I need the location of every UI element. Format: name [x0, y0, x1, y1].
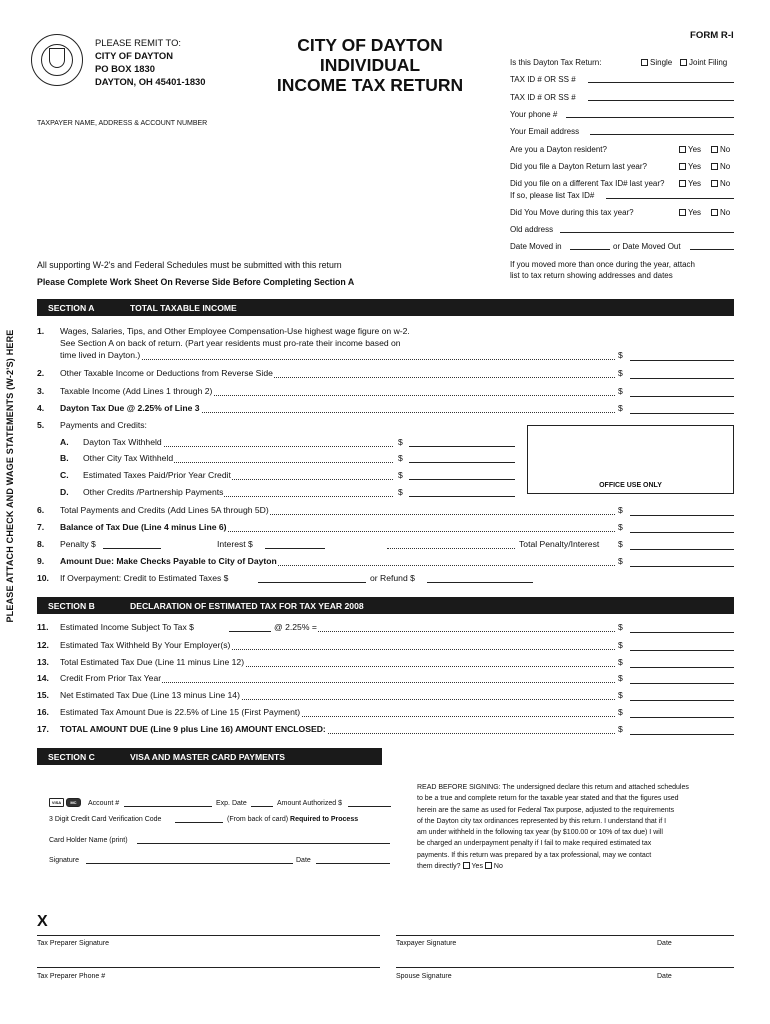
line-3: 3. Taxable Income (Add Lines 1 through 2) $	[37, 386, 734, 400]
cvc-note: (From back of card) Required to Process	[227, 816, 359, 823]
refund-field[interactable]	[427, 582, 533, 583]
moved-yes[interactable]: Yes	[679, 208, 701, 217]
line-11-amount[interactable]	[630, 632, 734, 633]
line-4-amount[interactable]	[630, 413, 734, 414]
joint-option[interactable]: Joint Filing	[680, 58, 727, 67]
cvc-field[interactable]	[175, 822, 223, 823]
remit-city: DAYTON, OH 45401-1830	[95, 76, 206, 87]
signature-x-mark: X	[37, 913, 48, 930]
resident-yes-checkbox[interactable]	[679, 146, 686, 153]
date-moved-out-field[interactable]	[690, 249, 734, 250]
spouse-signature-label: Spouse Signature	[396, 973, 452, 980]
preparer-signature-label: Tax Preparer Signature	[37, 940, 109, 947]
contact-no[interactable]: No	[485, 863, 503, 870]
line-8-amount[interactable]	[630, 549, 734, 550]
resident-yes[interactable]: Yes	[679, 145, 701, 154]
exp-field[interactable]	[251, 806, 273, 807]
filed-yes-checkbox[interactable]	[679, 163, 686, 170]
account-label: Account #	[88, 800, 120, 807]
title-line2: INDIVIDUAL	[319, 55, 421, 75]
line-6: 6. Total Payments and Credits (Add Lines 5A through 5D) $	[37, 505, 734, 519]
title-line3: INCOME TAX RETURN	[276, 75, 464, 95]
email-field[interactable]	[590, 134, 734, 135]
card-signature-field[interactable]	[86, 863, 293, 864]
line-13-amount[interactable]	[630, 667, 734, 668]
line-5d-amount[interactable]	[409, 496, 515, 497]
line-16-amount[interactable]	[630, 717, 734, 718]
line-6-amount[interactable]	[630, 515, 734, 516]
line-13: 13. Total Estimated Tax Due (Line 11 minus Line 12) $	[37, 657, 734, 671]
amount-label: Amount Authorized $	[277, 800, 342, 807]
line-11: 11. Estimated Income Subject To Tax $ @ 2.25% = $	[37, 622, 734, 636]
card-date-label: Date	[296, 857, 311, 864]
line-10: 10. If Overpayment: Credit to Estimated Taxes $ or Refund $	[37, 573, 734, 587]
office-use-box	[527, 425, 734, 494]
preparer-phone-label: Tax Preparer Phone #	[37, 973, 106, 980]
filed-no-checkbox[interactable]	[711, 163, 718, 170]
office-use-label: OFFICE USE ONLY	[599, 482, 662, 489]
section-b-header: SECTION B DECLARATION OF ESTIMATED TAX FOR TAX YEAR 2008	[37, 597, 734, 614]
email-label: Your Email address	[510, 127, 580, 136]
taxid1-label: TAX ID # OR SS #	[510, 75, 576, 84]
form-id: FORM R-I	[690, 30, 734, 41]
holder-field[interactable]	[137, 843, 390, 844]
list-id-label: If so, please list Tax ID#	[510, 191, 595, 200]
moved-no[interactable]: No	[711, 208, 730, 217]
phone-label: Your phone #	[510, 110, 558, 119]
preparer-phone-field[interactable]	[37, 967, 380, 968]
line-5c: C. Estimated Taxes Paid/Prior Year Credit $	[37, 470, 517, 484]
line-1-cont: See Section A on back of return. (Part year residents must pro-rate their income based on	[60, 338, 401, 348]
penalty-field[interactable]	[103, 548, 161, 549]
line-5d: D. Other Credits /Partnership Payments $	[37, 487, 517, 501]
card-row	[49, 798, 81, 807]
line-14: 14. Credit From Prior Tax Year $	[37, 673, 734, 687]
line-5b: B. Other City Tax Withheld $	[37, 453, 517, 467]
joint-checkbox[interactable]	[680, 59, 687, 66]
spouse-date-label: Date	[657, 973, 672, 980]
line-7-amount[interactable]	[630, 532, 734, 533]
holder-label: Card Holder Name (print)	[49, 837, 128, 844]
different-id-no[interactable]: No	[711, 179, 730, 188]
preparer-signature-field[interactable]	[37, 935, 380, 936]
title-line1: CITY OF DAYTON	[297, 35, 443, 55]
resident-no-checkbox[interactable]	[711, 146, 718, 153]
line-2: 2. Other Taxable Income or Deductions from Reverse Side $	[37, 368, 734, 382]
line-12-amount[interactable]	[630, 650, 734, 651]
remit-name: CITY OF DAYTON	[95, 50, 173, 61]
line-1-amount[interactable]	[630, 360, 734, 361]
estimated-income-field[interactable]	[229, 631, 271, 632]
taxpayer-date-label: Date	[657, 940, 672, 947]
amount-field[interactable]	[348, 806, 391, 807]
attach-check-sidebar: PLEASE ATTACH CHECK AND WAGE STATEMENTS (W-2'S) HERE	[5, 329, 15, 623]
old-address-label: Old address	[510, 225, 554, 234]
line-14-amount[interactable]	[630, 683, 734, 684]
line-1-last: time lived in Dayton.) $	[37, 350, 734, 364]
line-8: 8. Penalty $ Interest $ Total Penalty/Interest $	[37, 539, 734, 553]
card-date-field[interactable]	[316, 863, 390, 864]
moved-no-checkbox[interactable]	[711, 209, 718, 216]
old-address-field[interactable]	[560, 232, 734, 233]
spouse-signature-field[interactable]	[396, 967, 734, 968]
moved-yes-checkbox[interactable]	[679, 209, 686, 216]
filed-yes[interactable]: Yes	[679, 162, 701, 171]
supporting-note: All supporting W-2's and Federal Schedules must be submitted with this return	[37, 260, 342, 270]
phone-field[interactable]	[566, 117, 734, 118]
different-id-yes-checkbox[interactable]	[679, 180, 686, 187]
moved-note-1: If you moved more than once during the year, attach	[510, 260, 695, 269]
line-2-amount[interactable]	[630, 378, 734, 379]
resident-no[interactable]: No	[711, 145, 730, 154]
line-5c-amount[interactable]	[409, 479, 515, 480]
line-9: 9. Amount Due: Make Checks Payable to City of Dayton $	[37, 556, 734, 570]
line-7: 7. Balance of Tax Due (Line 4 minus Line 6) $	[37, 522, 734, 536]
moved-note-2: list to tax return showing addresses and dates	[510, 271, 673, 280]
city-seal	[31, 34, 83, 86]
line-3-amount[interactable]	[630, 396, 734, 397]
date-moved-in-field[interactable]	[570, 249, 610, 250]
seal-shield-icon	[49, 48, 65, 68]
line-15-amount[interactable]	[630, 700, 734, 701]
different-id-question: Did you file on a different Tax ID# last year?	[510, 179, 665, 188]
interest-field[interactable]	[265, 548, 325, 549]
contact-yes-checkbox[interactable]	[463, 862, 470, 869]
line-17-amount[interactable]	[630, 734, 734, 735]
line-4: 4. Dayton Tax Due @ 2.25% of Line 3 $	[37, 403, 734, 417]
remit-box: PO BOX 1830	[95, 63, 155, 74]
different-id-yes[interactable]: Yes	[679, 179, 701, 188]
line-5a: A. Dayton Tax Withheld $	[37, 437, 517, 451]
line-12: 12. Estimated Tax Withheld By Your Employer(s) $	[37, 640, 734, 654]
moved-question: Did You Move during this tax year?	[510, 208, 634, 217]
different-id-no-checkbox[interactable]	[711, 180, 718, 187]
mastercard-icon: MC	[66, 798, 81, 807]
line-5a-amount[interactable]	[409, 446, 515, 447]
filed-last-year-question: Did you file a Dayton Return last year?	[510, 162, 647, 171]
date-moved-in-label: Date Moved in	[510, 242, 562, 251]
line-17: 17. TOTAL AMOUNT DUE (Line 9 plus Line 16) AMOUNT ENCLOSED: $	[37, 724, 734, 738]
taxpayer-label: TAXPAYER NAME, ADDRESS & ACCOUNT NUMBER	[37, 120, 208, 127]
worksheet-note: Please Complete Work Sheet On Reverse Side Before Completing Section A	[37, 277, 355, 287]
line-16: 16. Estimated Tax Amount Due is 22.5% of Line 15 (First Payment) $	[37, 707, 734, 721]
line-5: 5. Payments and Credits:	[37, 420, 147, 430]
taxid2-label: TAX ID # OR SS #	[510, 93, 576, 102]
taxpayer-signature-field[interactable]	[396, 935, 734, 936]
line-9-amount[interactable]	[630, 566, 734, 567]
remit-label: PLEASE REMIT TO:	[95, 37, 181, 48]
taxid1-field[interactable]	[588, 82, 734, 83]
line-5b-amount[interactable]	[409, 462, 515, 463]
return-type-label: Is this Dayton Tax Return:	[510, 58, 602, 67]
contact-yes[interactable]: Yes	[463, 863, 483, 870]
card-signature-label: Signature	[49, 857, 79, 864]
date-moved-out-label: or Date Moved Out	[613, 242, 681, 251]
single-option[interactable]: Single	[641, 58, 672, 67]
resident-question: Are you a Dayton resident?	[510, 145, 607, 154]
credit-estimated-field[interactable]	[258, 582, 366, 583]
section-c-header: SECTION C VISA AND MASTER CARD PAYMENTS	[37, 748, 382, 765]
cvc-label: 3 Digit Credit Card Verification Code	[49, 816, 162, 823]
visa-card-icon: VISA	[49, 798, 64, 807]
section-a-header: SECTION A TOTAL TAXABLE INCOME	[37, 299, 734, 316]
contact-no-checkbox[interactable]	[485, 862, 492, 869]
taxid2-field[interactable]	[588, 100, 734, 101]
line-15: 15. Net Estimated Tax Due (Line 13 minus Line 14) $	[37, 690, 734, 704]
list-id-field[interactable]	[606, 198, 734, 199]
account-field[interactable]	[124, 806, 212, 807]
single-checkbox[interactable]	[641, 59, 648, 66]
filed-no[interactable]: No	[711, 162, 730, 171]
line-1: 1. Wages, Salaries, Tips, and Other Employee Compensation-Use highest wage figure on w-2.	[37, 326, 410, 336]
taxpayer-signature-label: Taxpayer Signature	[396, 940, 457, 947]
declaration-text: READ BEFORE SIGNING: The undersigned declare this return and attached schedules to be a true and complete return for the taxable year stated and that the figures used herein are the same as used for Federal Tax purpose, adjusted to the requirements of the Dayton city tax ordinances represented by this return. I understand that if I am under withheld in the following tax year (by $100.00 or 10% of tax due) I will be charged an underpayment penalty if I fail to make required estimated tax payments. If this return was prepared by a tax professional, may we contact them directly? Yes No	[417, 784, 689, 871]
exp-label: Exp. Date	[216, 800, 247, 807]
